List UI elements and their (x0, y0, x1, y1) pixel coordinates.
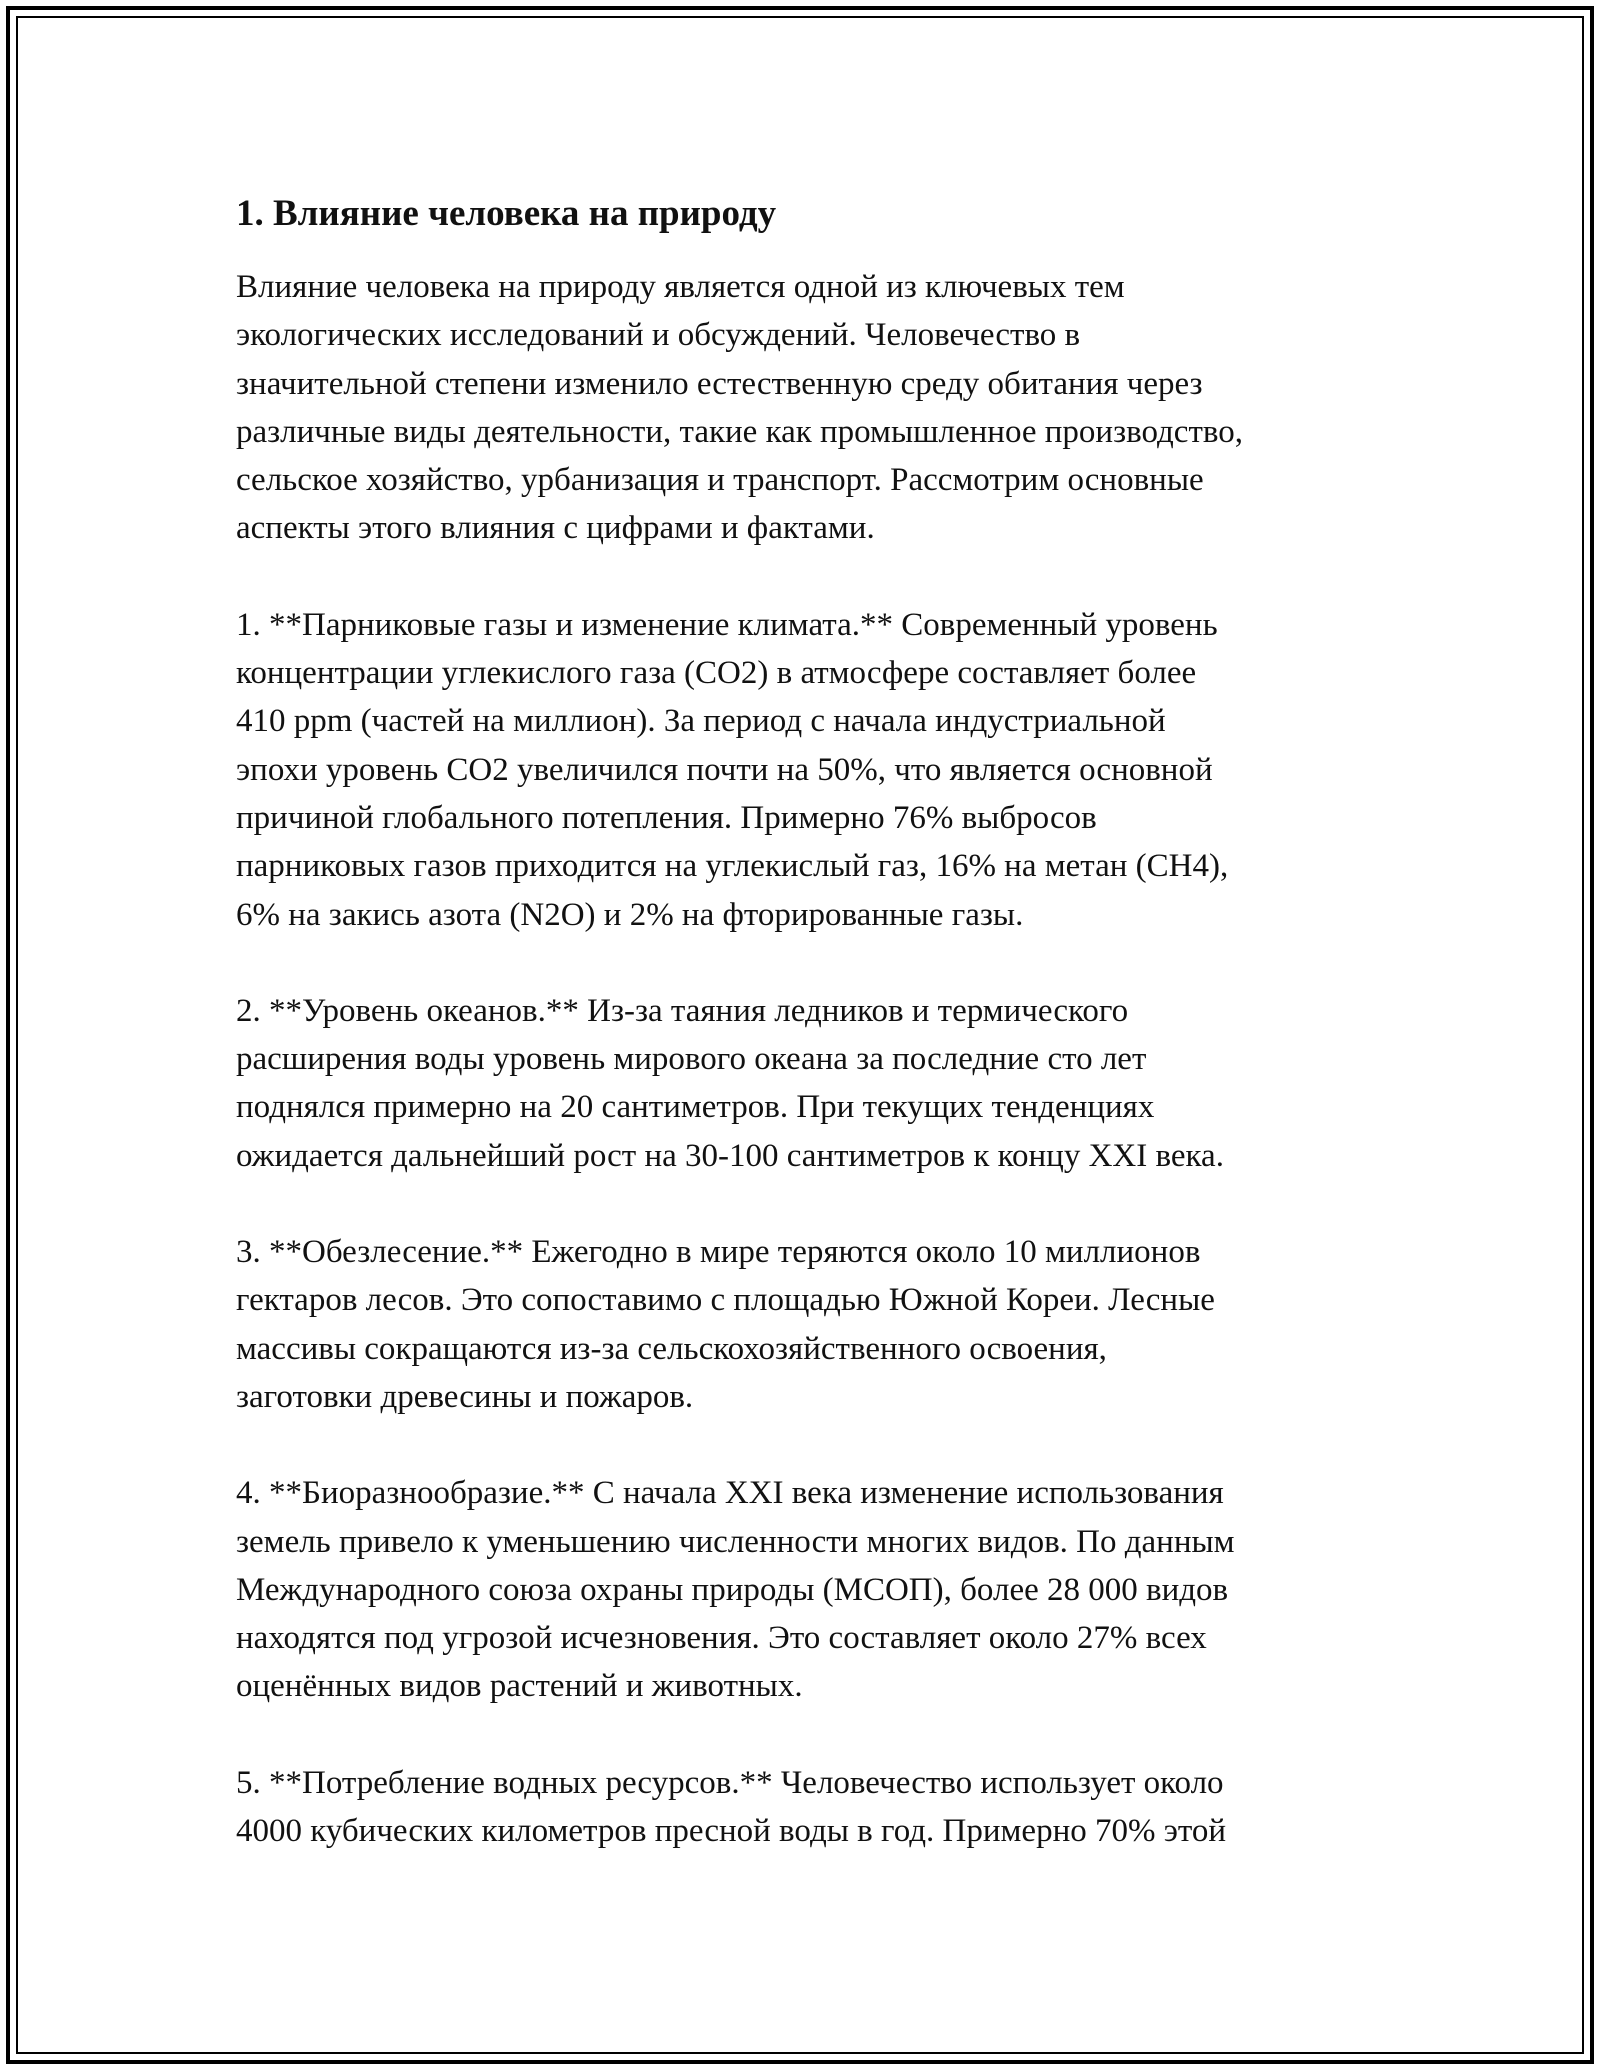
text-line: 6% на закись азота (N2O) и 2% на фторированные газы. (236, 896, 1024, 933)
text-line: 1. **Парниковые газы и изменение климата.** Современный уровень (236, 606, 1218, 643)
text-line: причиной глобального потепления. Примерно 76% выбросов (236, 799, 1097, 836)
paragraph (236, 601, 1366, 939)
paragraph-list (236, 263, 1366, 1855)
text-line: Международного союза охраны природы (МСОП), более 28 000 видов (236, 1571, 1229, 1608)
document-body (236, 187, 1366, 1903)
text-line: находятся под угрозой исчезновения. Это составляет около 27% всех (236, 1620, 1207, 1657)
text-line: земель привело к уменьшению численности многих видов. По данным (236, 1523, 1235, 1560)
text-line: концентрации углекислого газа (CO2) в атмосфере составляет более (236, 655, 1197, 692)
text-line: различные виды деятельности, такие как промышленное производство, (236, 413, 1243, 450)
text-line: массивы сокращаются из-за сельскохозяйственного освоения, (236, 1330, 1107, 1367)
paragraph (236, 263, 1366, 553)
text-line: ожидается дальнейший рост на 30-100 сантиметров к концу XXI века. (236, 1137, 1224, 1174)
text-line: 5. **Потребление водных ресурсов.** Человечество использует около (236, 1764, 1224, 1801)
text-line: 2. **Уровень океанов.** Из-за таяния ледников и термического (236, 992, 1129, 1029)
text-line: сельское хозяйство, урбанизация и транспорт. Рассмотрим основные (236, 462, 1204, 499)
text-line: значительной степени изменило естественную среду обитания через (236, 365, 1203, 402)
paragraph (236, 1228, 1366, 1421)
text-line: поднялся примерно на 20 сантиметров. При текущих тенденциях (236, 1089, 1155, 1126)
text-line: 410 ppm (частей на миллион). За период с начала индустриальной (236, 703, 1166, 740)
paragraph (236, 1469, 1366, 1710)
text-line: экологических исследований и обсуждений. Человечество в (236, 317, 1081, 354)
text-line: гектаров лесов. Это сопоставимо с площадью Южной Кореи. Лесные (236, 1282, 1215, 1319)
section-title: 1. Влияние человека на природу (236, 193, 777, 234)
text-line: 3. **Обезлесение.** Ежегодно в мире теряются около 10 миллионов (236, 1234, 1201, 1271)
text-line: парниковых газов приходится на углекислый газ, 16% на метан (CH4), (236, 848, 1229, 885)
text-line: Влияние человека на природу является одной из ключевых тем (236, 269, 1125, 305)
text-line: эпохи уровень CO2 увеличился почти на 50%, что является основной (236, 751, 1213, 788)
text-line: заготовки древесины и пожаров. (236, 1378, 694, 1415)
text-line: расширения воды уровень мирового океана за последние сто лет (236, 1041, 1147, 1078)
text-line: 4000 кубических километров пресной воды в год. Примерно 70% этой (236, 1813, 1227, 1850)
text-line: аспекты этого влияния с цифрами и фактами. (236, 510, 875, 547)
paragraph (236, 987, 1366, 1180)
text-line: оценённых видов растений и животных. (236, 1668, 803, 1705)
text-line: 4. **Биоразнообразие.** С начала XXI века изменение использования (236, 1475, 1224, 1512)
paragraph (236, 1759, 1366, 1856)
